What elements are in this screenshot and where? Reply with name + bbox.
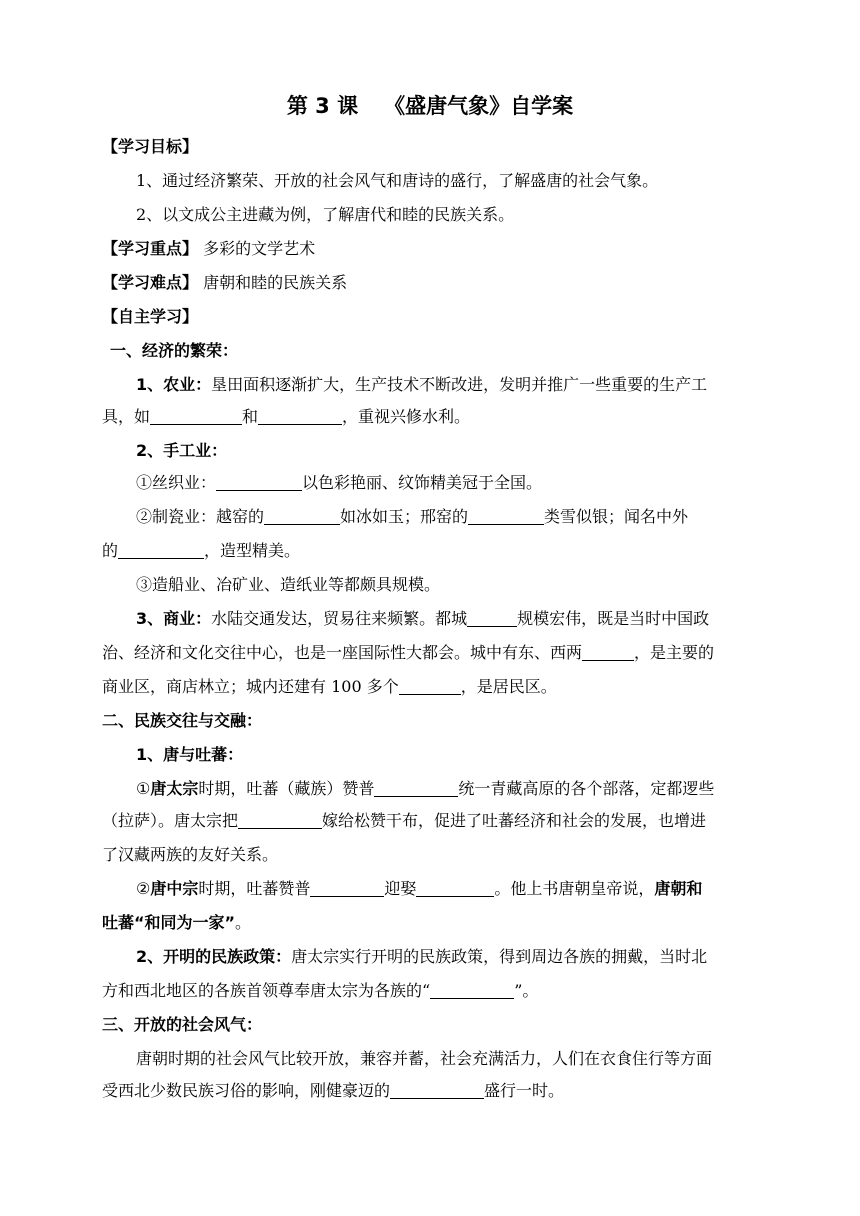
commerce-label: 3、商业： bbox=[136, 609, 212, 628]
other-industries: ③造船业、冶矿业、造纸业等都颇具规模。 bbox=[136, 575, 441, 594]
commerce-line-2: 治、经济和文化交往中心，也是一座国际性大都会。城中有东、西两 ，是主要的 bbox=[102, 643, 715, 662]
blank-field[interactable] bbox=[430, 981, 514, 999]
blank-field[interactable] bbox=[310, 879, 384, 897]
difficulty-heading: 【学习难点】 bbox=[102, 273, 199, 292]
objective-item-2: 2、以文成公主进藏为例，了解唐代和睦的民族关系。 bbox=[136, 205, 515, 224]
key-point-heading: 【学习重点】 bbox=[102, 239, 199, 258]
blank-field[interactable] bbox=[390, 1081, 484, 1099]
blank-field[interactable] bbox=[118, 541, 204, 559]
commerce-line-3: 商业区，商店林立；城内还建有 100 多个 ，是居民区。 bbox=[102, 677, 557, 696]
blank-field[interactable] bbox=[150, 407, 242, 425]
blank-field[interactable] bbox=[374, 779, 458, 797]
handicraft-heading: 2、手工业： bbox=[136, 441, 228, 460]
section1-heading: 一、经济的繁荣： bbox=[110, 341, 239, 360]
section3-heading: 三、开放的社会风气： bbox=[102, 1015, 263, 1034]
tibet-line-2: （拉萨）。唐太宗把 嫁给松赞干布，促进了吐蕃经济和社会的发展，也增进 bbox=[102, 811, 707, 830]
blank-field[interactable] bbox=[582, 643, 634, 661]
blank-field[interactable] bbox=[467, 609, 517, 627]
key-point-row bbox=[102, 238, 762, 260]
blank-field[interactable] bbox=[238, 811, 322, 829]
tibet-line-5: 吐蕃“和同为一家”。 bbox=[102, 913, 252, 932]
blank-field[interactable] bbox=[216, 473, 302, 491]
page-title bbox=[0, 92, 860, 120]
objective-item-1: 1、通过经济繁荣、开放的社会风气和唐诗的盛行，了解盛唐的社会气象。 bbox=[136, 171, 659, 190]
tibet-line-3: 了汉藏两族的友好关系。 bbox=[102, 845, 279, 864]
culture-line-1: 唐朝时期的社会风气比较开放，兼容并蓄，社会充满活力，人们在衣食住行等方面 bbox=[136, 1049, 713, 1068]
blank-field[interactable] bbox=[468, 507, 544, 525]
porcelain-line-1: ②制瓷业：越窑的 如冰如玉；邢窑的 类雪似银；闻名中外 bbox=[136, 507, 689, 526]
blank-field[interactable] bbox=[399, 677, 461, 695]
blank-field[interactable] bbox=[264, 507, 340, 525]
blank-field[interactable] bbox=[416, 879, 494, 897]
tibet-line-4: ②唐中宗时期，吐蕃赞普 迎娶 。他上书唐朝皇帝说，唐朝和 bbox=[136, 879, 703, 898]
difficulty-text: 唐朝和睦的民族关系 bbox=[203, 273, 348, 292]
objectives-heading: 【学习目标】 bbox=[102, 137, 199, 156]
policy-line-2: 方和西北地区的各族首领尊奉唐太宗为各族的“ ”。 bbox=[102, 981, 539, 1000]
agriculture-line-1: 1、农业：垦田面积逐渐扩大，生产技术不断改进，发明并推广一些重要的生产工 bbox=[136, 375, 708, 394]
key-point-text: 多彩的文学艺术 bbox=[203, 239, 316, 258]
tibet-heading: 1、唐与吐蕃： bbox=[136, 745, 244, 764]
difficulty-row bbox=[102, 272, 762, 294]
policy-line-1: 2、开明的民族政策：唐太宗实行开明的民族政策，得到周边各族的拥戴，当时北 bbox=[136, 947, 708, 966]
porcelain-line-2: 的 ，造型精美。 bbox=[102, 541, 301, 560]
agriculture-label: 1、农业： bbox=[136, 375, 212, 394]
policy-label: 2、开明的民族政策： bbox=[136, 947, 292, 966]
self-study-heading: 【自主学习】 bbox=[102, 307, 199, 326]
commerce-line-1: 3、商业：水陆交通发达，贸易往来频繁。都城 规模宏伟，既是当时中国政 bbox=[136, 609, 710, 628]
silk-line: ①丝织业： 以色彩艳丽、纹饰精美冠于全国。 bbox=[136, 473, 543, 492]
blank-field[interactable] bbox=[258, 407, 342, 425]
culture-line-2: 受西北少数民族习俗的影响，刚健豪迈的 盛行一时。 bbox=[102, 1081, 565, 1100]
lesson-number: 第 3 课 bbox=[286, 94, 359, 118]
agriculture-line-2: 具，如 和 ，重视兴修水利。 bbox=[102, 407, 471, 426]
lesson-name: 《盛唐气象》自学案 bbox=[384, 94, 574, 118]
tibet-line-1: ①唐太宗时期，吐蕃（藏族）赞普 统一青藏高原的各个部落，定都逻些 bbox=[136, 779, 715, 798]
section2-heading: 二、民族交往与交融： bbox=[102, 711, 263, 730]
